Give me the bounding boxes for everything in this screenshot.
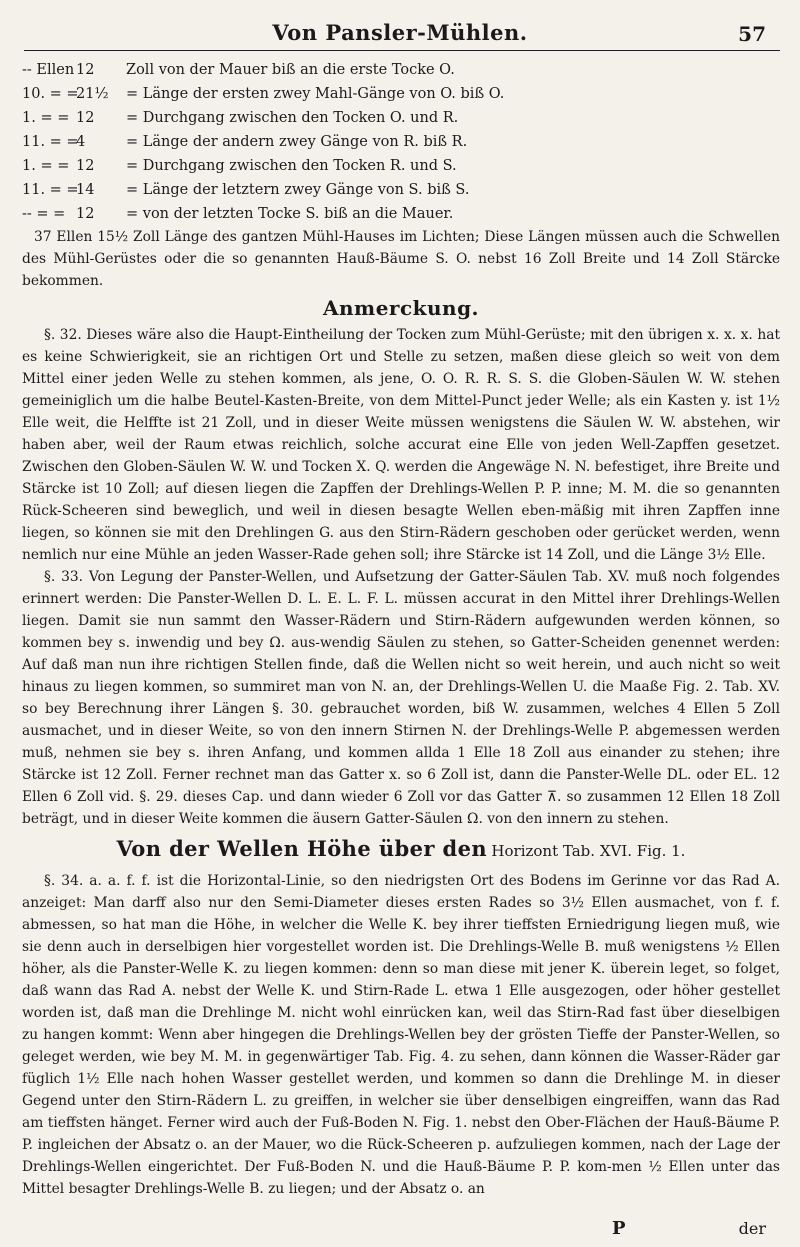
measure-row: [22, 202, 782, 226]
measure-quantity: 21½: [76, 86, 109, 102]
measure-row: [22, 82, 782, 106]
page-header: [0, 10, 800, 50]
measurement-list: [22, 58, 782, 226]
paragraph-32: §. 32. Dieses wäre also die Haupt-Eintheilung der Tocken zum Mühl-Gerüste; mit den übrigen x. x. x. hat es keine Schwierigkeit, sie an richtigen Ort und Stelle zu setzen, maßen diese gleich so weit von dem Mittel einer jeden Welle zu stehen kommen, als jene, O. O. R. R. S. S. die Globen-Säulen W. W. stehen gemeiniglich um die halbe Beutel-Kasten-Breite, von dem Mittel-Punct jeder Welle; als ein Kasten y. ist 1½ Elle weit, die Helffte ist 21 Zoll, und in dieser Weite müssen wenigstens die Säulen W. W. abstehen, wir haben aber, weil der Raum etwas reichlich, solche accurat eine Elle von jeden Well-Zapffen gesetzet. Zwischen den Globen-Säulen W. W. und Tocken X. Q. werden die Angewäge N. N. befestiget, ihre Breite und Stärcke ist 10 Zoll; auf diesen liegen die Zapffen der Drehlings-Wellen P. P. inne; M. M. die so genannten Rück-Scheeren sind beweglich, und weil in diesen besagte Wellen eben-mäßig mit ihren Zapffen inne liegen, so können sie mit den Drehlingen G. aus den Stirn-Rädern geschoben oder gerücket werden, wenn nemlich nur eine Mühle an jeden Wasser-Rade gehen soll; ihre Stärcke ist 14 Zoll, und die Länge 3½ Elle.: [22, 327, 780, 563]
measure-row: [22, 178, 782, 202]
paragraph-33: §. 33. Von Legung der Panster-Wellen, und Aufsetzung der Gatter-Säulen Tab. XV. muß noch folgendes erinnert werden: Die Panster-Wellen D. L. E. L. F. L. müssen accurat in den Mittel ihrer Drehlings-Wellen liegen. Damit sie nun sammt den Wasser-Rädern und Stirn-Rädern aufgewunden werden können, so kommen bey s. inwendig und bey Ω. aus-wendig Säulen zu stehen, so Gatter-Scheiden genennet werden: Auf daß man nun ihre richtigen Stellen finde, daß die Wellen nicht so weit herein, und auch nicht so weit hinaus zu liegen kommen, so summiret man von N. an, der Drehlings-Wellen U. die Maaße Fig. 2. Tab. XV. so bey Berechnung ihrer Längen §. 30. gebrauchet worden, biß W. zusammen, welches 4 Ellen 5 Zoll ausmachet, und in dieser Weite, so von den innern Stirnen N. der Drehlings-Welle P. abgemessen werden muß, nehmen sie bey s. ihren Anfang, und kommen allda 1 Elle 18 Zoll aus einander zu stehen; ihre Stärcke ist 12 Zoll. Ferner rechnet man das Gatter x. so 6 Zoll ist, dann die Panster-Welle DL. oder EL. 12 Ellen 6 Zoll vid. §. 29. dieses Cap. und dann wieder 6 Zoll vor das Gatter ⊼. so zusammen 12 Ellen 18 Zoll beträgt, und in dieser Weite kommen die äusern Gatter-Säulen Ω. von den innern zu stehen.: [22, 569, 780, 827]
measure-quantity: 12: [76, 62, 95, 78]
measure-quantity: 4: [76, 134, 86, 150]
measure-unit: 11. = =: [22, 182, 79, 198]
measure-unit: 11. = =: [22, 134, 79, 150]
section-heading: [22, 834, 780, 867]
measure-description: = Durchgang zwischen den Tocken O. und R.: [126, 110, 459, 126]
measure-row: [22, 130, 782, 154]
measure-description: = Durchgang zwischen den Tocken R. und S.: [126, 158, 457, 174]
body-text: [22, 226, 780, 1200]
measure-unit: 1. = =: [22, 158, 70, 174]
measure-description: = Länge der andern zwey Gänge von R. biß R.: [126, 134, 468, 150]
header-rule: [24, 50, 780, 51]
summary-paragraph: 37 Ellen 15½ Zoll Länge des gantzen Mühl-Hauses im Lichten; Diese Längen müssen auch die Schwellen des Mühl-Gerüstes oder die so genannten Hauß-Bäume S. O. nebst 16 Zoll Breite und 14 Zoll Stärcke bekommen.: [22, 229, 780, 289]
measure-description: = Länge der ersten zwey Mahl-Gänge von O. biß O.: [126, 86, 505, 102]
catchword: der: [738, 1219, 766, 1238]
section-heading-tail: Horizont Tab. XVI. Fig. 1.: [491, 842, 686, 860]
measure-quantity: 12: [76, 206, 95, 222]
signature-mark: P: [612, 1218, 626, 1239]
measure-quantity: 12: [76, 158, 95, 174]
measure-row: [22, 106, 782, 130]
measure-unit: -- Ellen: [22, 62, 75, 78]
section-heading-main: Von der Wellen Höhe über den: [116, 836, 488, 861]
measure-row: [22, 58, 782, 82]
measure-description: = Länge der letztern zwey Gänge von S. biß S.: [126, 182, 470, 198]
running-head: Von Pansler-Mühlen.: [272, 20, 528, 45]
measure-unit: 10. = =: [22, 86, 79, 102]
measure-unit: -- = =: [22, 206, 66, 222]
measure-quantity: 14: [76, 182, 95, 198]
annotation-heading: Anmerckung.: [322, 296, 480, 320]
measure-row: [22, 154, 782, 178]
measure-description: Zoll von der Mauer biß an die erste Tocke O.: [126, 62, 455, 78]
paragraph-34: §. 34. a. a. f. f. ist die Horizontal-Linie, so den niedrigsten Ort des Bodens im Gerinne vor das Rad A. anzeiget: Man darff also nur den Semi-Diameter dieses ersten Rades so 3½ Ellen ausmachet, von f. f. abmessen, so hat man die Höhe, in welcher die Welle K. bey ihrer tieffsten Erniedrigung liegen muß, wie sie denn auch in derselbigen hier vorgestellet worden ist. Die Drehlings-Welle B. muß wenigstens ½ Ellen höher, als die Panster-Welle K. zu liegen kommen: denn so man diese mit jener K. überein leget, so folget, daß wann das Rad A. nebst der Welle K. und Stirn-Rade L. etwa 1 Elle ausgezogen, oder höher gestellet worden ist, daß man die Drehlinge M. nicht wohl einrücken kan, weil das Stirn-Rad fast über dieselbigen zu hangen kommt: Wenn aber hingegen die Drehlings-Wellen bey der grösten Tieffe der Panster-Wellen, so geleget werden, wie bey M. M. in gegenwärtiger Tab. Fig. 4. zu sehen, dann können die Wasser-Räder gar füglich 1½ Elle nach hohen Wasser gestellet werden, und kommen so dann die Drehlinge M. in dieser Gegend unter den Stirn-Rädern L. zu greiffen, in welcher sie über denselbigen eingreiffen, wann das Rad am tieffsten hänget. Ferner wird auch der Fuß-Boden N. Fig. 1. nebst den Ober-Flächen der Hauß-Bäume P. P. ingleichen der Absatz o. an der Mauer, wo die Rück-Scheeren p. aufzuliegen kommen, nach der Lage der Drehlings-Wellen eingerichtet. Der Fuß-Boden N. und die Hauß-Bäume P. P. kom-men ½ Ellen unter das Mittel besagter Drehlings-Welle B. zu liegen; und der Absatz o. an: [22, 873, 780, 1197]
measure-description: = von der letzten Tocke S. biß an die Mauer.: [126, 206, 454, 222]
measure-unit: 1. = =: [22, 110, 70, 126]
page-number: 57: [738, 22, 766, 46]
measure-quantity: 12: [76, 110, 95, 126]
